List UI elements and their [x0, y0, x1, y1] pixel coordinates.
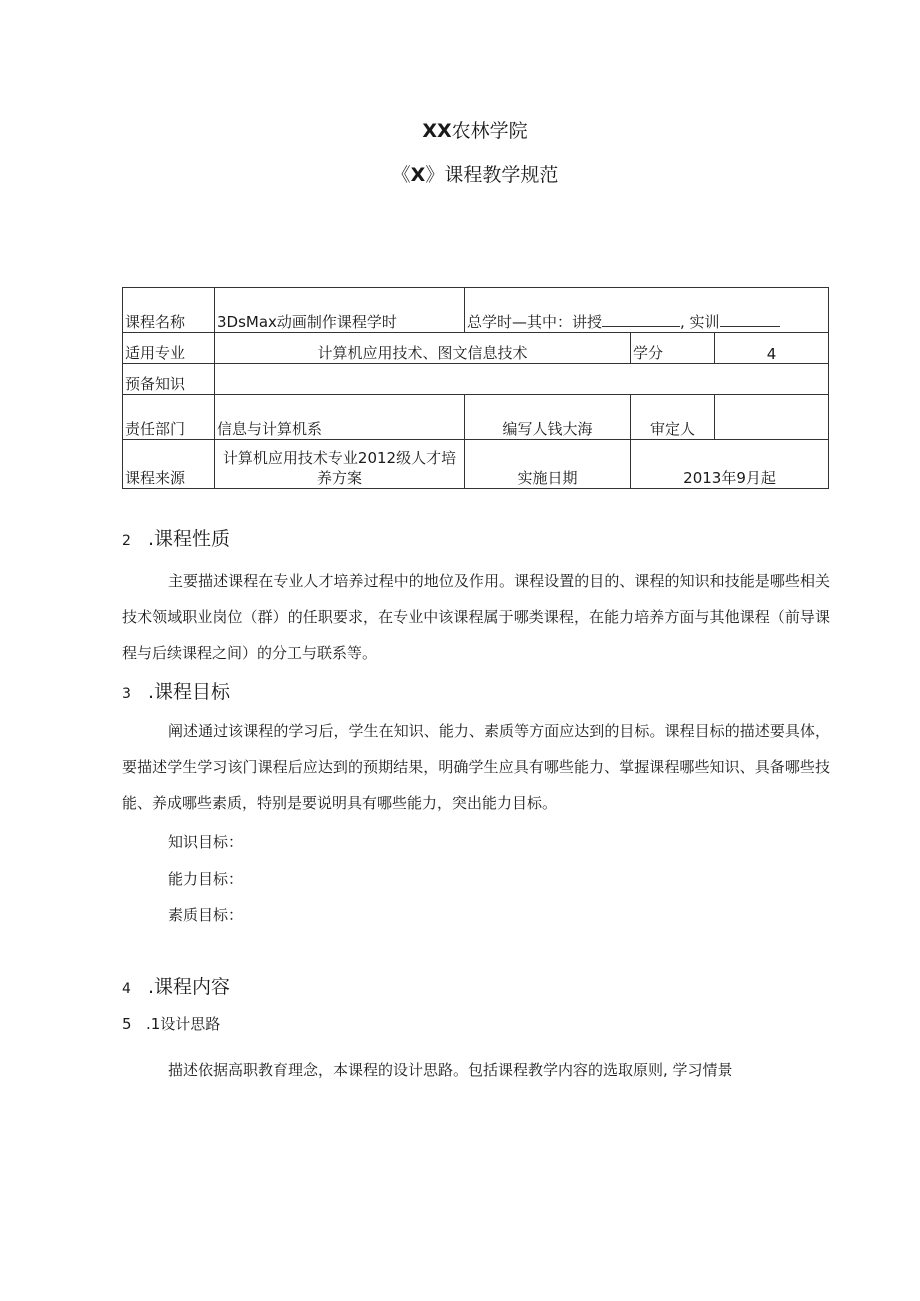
date-label: 实施日期 [465, 440, 631, 489]
credit-value: 4 [715, 333, 829, 364]
section-heading-content: 4 .课程内容 [122, 976, 231, 998]
source-label: 课程来源 [123, 440, 215, 489]
credit-label: 学分 [631, 333, 715, 364]
major-value: 计算机应用技术、图文信息技术 [215, 333, 631, 364]
author: 编写人钱大海 [465, 395, 631, 440]
dept-value: 信息与计算机系 [215, 395, 465, 440]
prereq-value [215, 364, 829, 395]
dept-label: 责任部门 [123, 395, 215, 440]
subsection-heading-design: 5 .1设计思路 [122, 1015, 221, 1033]
school-title: XX农林学院 [422, 120, 528, 142]
course-name-value: 3DsMax动画制作课程学时 [215, 288, 465, 333]
source-value: 计算机应用技术专业2012级人才培养方案 [215, 440, 465, 489]
goal-ability: 能力目标： [168, 870, 244, 888]
reviewer-value [715, 395, 829, 440]
document-title: 《X》课程教学规范 [391, 164, 559, 186]
course-hours: 总学时—其中：讲授 , 实训 [465, 288, 829, 333]
section-body-goals: 阐述通过该课程的学习后，学生在知识、能力、素质等方面应达到的目标。课程目标的描述要具体，要描述学生学习该门课程后应达到的预期结果，明确学生应具有哪些能力、掌握课程哪些知识、具备哪些技能、养成哪些素质，特别是要说明具有哪些能力，突出能力目标。 [122, 722, 830, 812]
section-heading-goals: 3 .课程目标 [122, 681, 231, 703]
reviewer-label: 审定人 [631, 395, 715, 440]
section-heading-nature: 2 .课程性质 [122, 528, 231, 550]
prereq-label: 预备知识 [123, 364, 215, 395]
section-body-nature: 主要描述课程在专业人才培养过程中的地位及作用。课程设置的目的、课程的知识和技能是哪些相关技术领域职业岗位（群）的任职要求，在专业中该课程属于哪类课程，在能力培养方面与其他课程（前导课程与后续课程之间）的分工与联系等。 [122, 572, 830, 662]
course-info-table [122, 287, 829, 489]
goal-quality: 素质目标： [168, 906, 244, 924]
goal-knowledge: 知识目标： [168, 833, 244, 851]
course-name-label: 课程名称 [123, 288, 215, 333]
date-value: 2013年9月起 [631, 440, 829, 489]
major-label: 适用专业 [123, 333, 215, 364]
subsection-body-design: 描述依据高职教育理念，本课程的设计思路。包括课程教学内容的选取原则, 学习情景 [168, 1061, 733, 1079]
